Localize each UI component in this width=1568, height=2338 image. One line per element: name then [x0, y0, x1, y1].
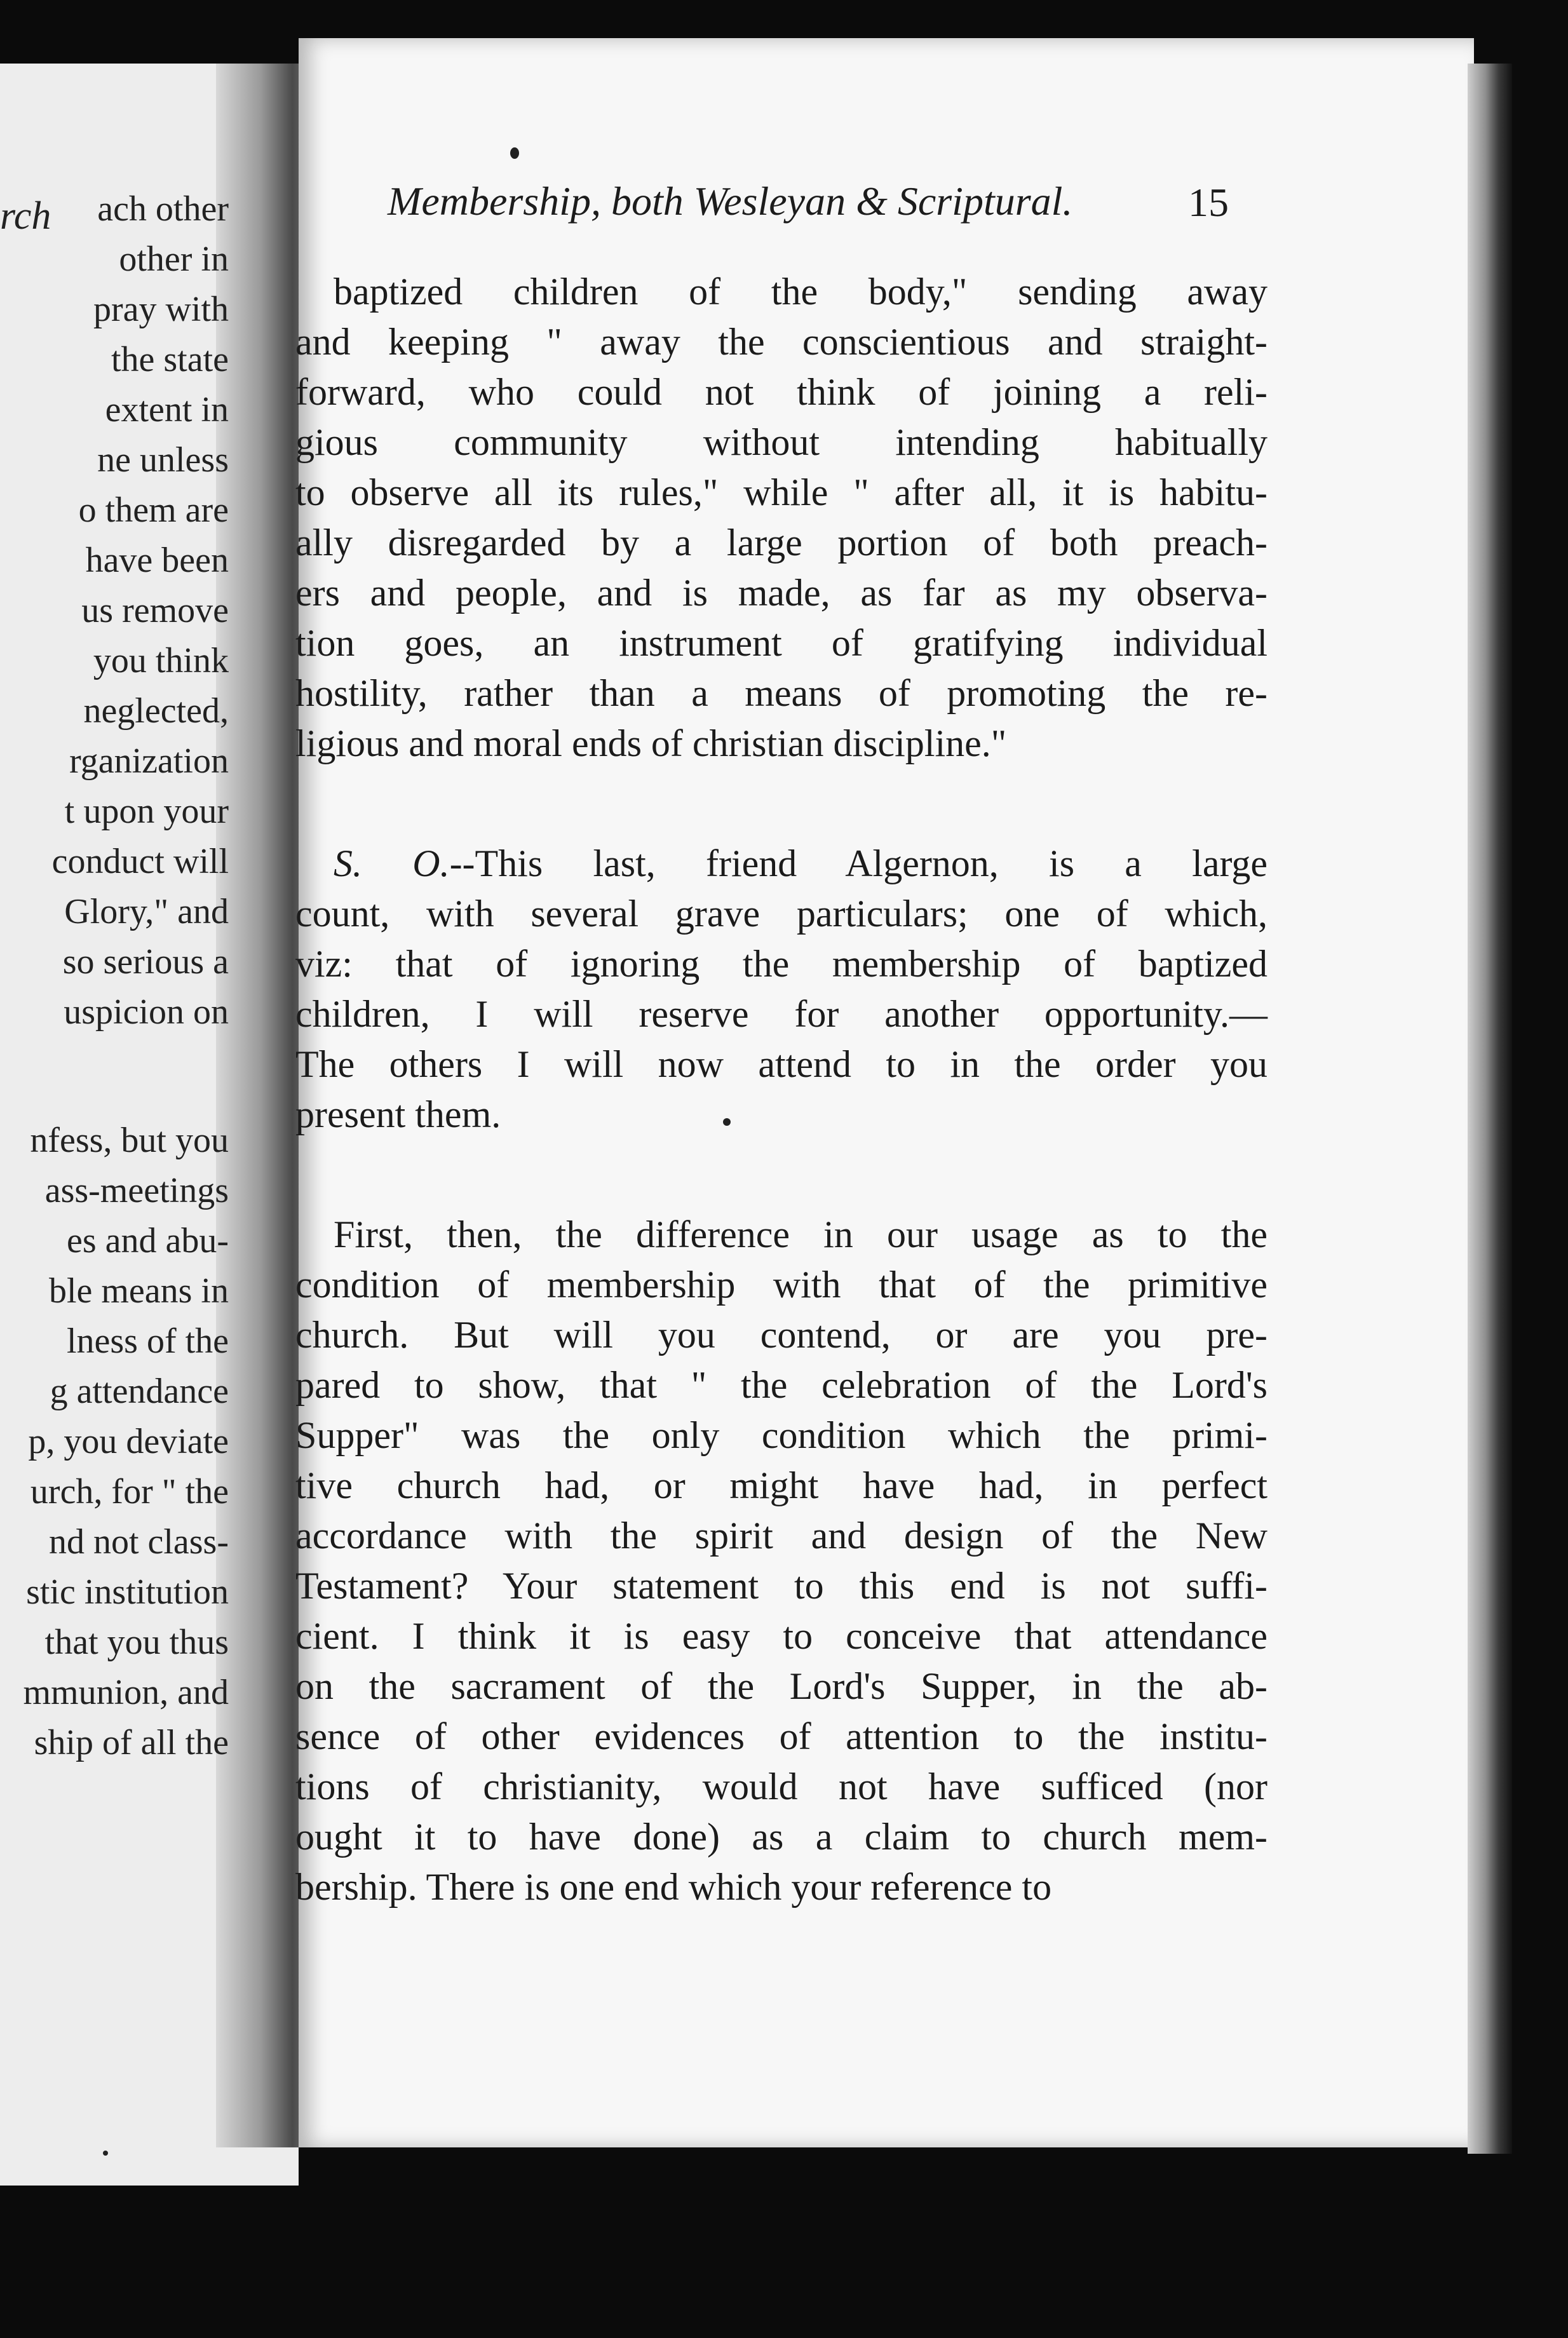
left-page-line: conduct will [51, 842, 229, 881]
page-edge-shadow [1468, 64, 1512, 2154]
body-line: count, with several grave particulars; one of which, [295, 893, 1267, 935]
left-page-line: nd not class- [48, 1522, 229, 1562]
left-page-line: ship of all the [34, 1723, 229, 1762]
body-line: viz: that of ignoring the membership of baptized [295, 943, 1267, 985]
left-page-line: p, you deviate [28, 1422, 229, 1461]
body-line: ligious and moral ends of christian discipline." [295, 722, 1007, 764]
left-page-line: pray with [93, 290, 229, 329]
ink-speck [103, 2151, 108, 2156]
body-line: children, I will reserve for another opportunity.— [295, 993, 1267, 1035]
body-line: gious community without intending habitually [295, 421, 1267, 463]
left-page-line: ass-meetings [44, 1171, 229, 1210]
left-page-line: g attendance [50, 1372, 229, 1411]
paragraph-spacer [295, 769, 1267, 839]
body-line: on the sacrament of the Lord's Supper, in the ab- [295, 1665, 1267, 1707]
left-page-line: o them are [78, 490, 229, 530]
left-page-line [0, 1037, 229, 1116]
body-line: First, then, the difference in our usage as to the [334, 1213, 1267, 1255]
page-body-text [295, 267, 1267, 1912]
body-line: tion goes, an instrument of gratifying individual [295, 622, 1267, 664]
left-page-line: us remove [81, 591, 229, 630]
left-page-line: neglected, [83, 691, 229, 731]
left-page-line: uspicion on [64, 992, 229, 1032]
body-line: pared to show, that " the celebration of the Lord's [295, 1364, 1267, 1406]
paragraph-spacer [295, 1140, 1267, 1210]
body-line: hostility, rather than a means of promoting the re- [295, 672, 1267, 714]
body-line: cient. I think it is easy to conceive that attendance [295, 1615, 1267, 1657]
left-page-line: have been [85, 541, 229, 580]
left-page-line: you think [93, 641, 229, 680]
left-page-line: lness of the [66, 1321, 229, 1361]
body-line: Supper" was the only condition which the primi- [295, 1414, 1267, 1456]
left-page-line: other in [119, 240, 229, 279]
body-line: tions of christianity, would not have sufficed (nor [295, 1766, 1267, 1808]
left-page-heading-fragment: rch [0, 194, 51, 238]
body-line: tive church had, or might have had, in perfect [295, 1464, 1267, 1506]
left-page-line: ne unless [97, 440, 229, 480]
left-page-line: ble means in [48, 1271, 229, 1311]
running-head: Membership, both Wesleyan & Scriptural. [388, 179, 1073, 224]
left-page-line: t upon your [64, 792, 229, 831]
ink-speck [510, 147, 519, 159]
body-line: bership. There is one end which your reference to [295, 1866, 1052, 1908]
body-line: ers and people, and is made, as far as my observa- [295, 572, 1267, 614]
body-line: accordance with the spirit and design of the New [295, 1515, 1267, 1557]
left-page-line: the state [111, 340, 229, 379]
body-line: ally disregarded by a large portion of both preach- [295, 522, 1267, 564]
body-line: forward, who could not think of joining a reli- [295, 371, 1267, 413]
body-line: present them. [295, 1093, 501, 1135]
speaker-label: S. O. [334, 842, 450, 884]
left-page-line: ach other [97, 189, 229, 229]
page-number: 15 [1188, 180, 1229, 225]
body-line: to observe all its rules," while " after all, it is habitu- [295, 471, 1267, 513]
body-line: The others I will now attend to in the order you [295, 1043, 1267, 1085]
ink-speck [723, 1118, 731, 1126]
left-page-line: Glory," and [64, 892, 229, 931]
left-page-line: urch, for " the [30, 1472, 229, 1511]
left-page-line: extent in [105, 390, 229, 429]
body-line [295, 839, 1267, 889]
body-line: ought it to have done) as a claim to church mem- [295, 1816, 1267, 1858]
body-line: condition of membership with that of the primitive [295, 1264, 1267, 1306]
body-line: sence of other evidences of attention to the institu- [295, 1715, 1267, 1757]
left-page-text-column [0, 184, 229, 1768]
left-page-line: nfess, but you [30, 1121, 229, 1160]
body-line: church. But will you contend, or are you pre- [295, 1314, 1267, 1356]
left-page-line: so serious a [62, 942, 229, 982]
left-page-line: mmunion, and [23, 1673, 229, 1712]
left-page-line: stic institution [26, 1572, 229, 1612]
left-page-line: es and abu- [66, 1221, 229, 1260]
left-page-line: rganization [69, 741, 229, 781]
body-line: and keeping " away the conscientious and straight- [295, 321, 1267, 363]
body-line-text: --This last, friend Algernon, is a large [449, 842, 1267, 884]
left-page-line: that you thus [44, 1623, 229, 1662]
body-line: Testament? Your statement to this end is not suffi- [295, 1565, 1267, 1607]
body-line: baptized children of the body," sending away [334, 271, 1267, 313]
